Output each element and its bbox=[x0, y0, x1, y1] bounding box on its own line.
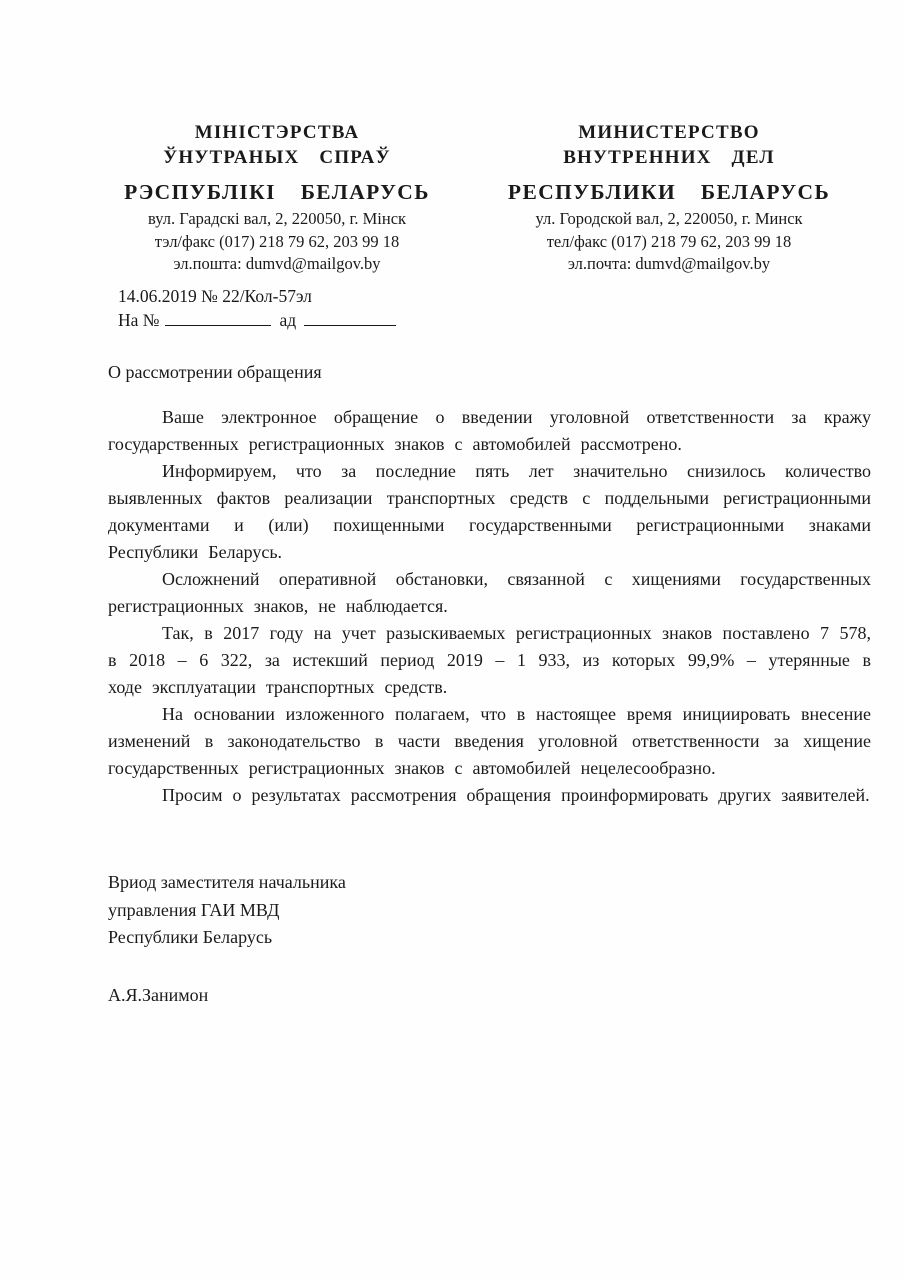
signatory-name: А.Я.Занимон bbox=[108, 984, 209, 1005]
signature-block bbox=[108, 869, 346, 1009]
incoming-number-blank bbox=[165, 310, 271, 326]
ministry-name-line1-by: МІНІСТЭРСТВА bbox=[194, 122, 360, 143]
phone-line-by: тэл/факс (017) 218 79 62, 203 99 18 bbox=[154, 231, 400, 251]
paragraph: Осложнений оперативной обстановки, связанной с хищениями государственных регистрационных знаков, не наблюдается. bbox=[108, 569, 871, 616]
signatory-position-line: управления ГАИ МВД bbox=[108, 899, 280, 920]
paragraph: Ваше электронное обращение о введении уголовной ответственности за кражу государственных регистрационных знаков с автомобилей рассмотрено. bbox=[108, 407, 871, 454]
email-line-ru: эл.почта: dumvd@mailgov.by bbox=[567, 254, 771, 273]
subject-line: О рассмотрении обращения bbox=[108, 362, 322, 382]
address-line-by: вул. Гарадскі вал, 2, 220050, г. Мінск bbox=[147, 209, 407, 228]
address-line-ru: ул. Городской вал, 2, 220050, г. Минск bbox=[535, 209, 803, 228]
paragraph: Так, в 2017 году на учет разыскиваемых регистрационных знаков поставлено 7 578, в 2018 – 6 322, за истекший период 2019 – 1 933, из которых 99,9% – утерянные в ходе эксплуатации транспортных средств. bbox=[108, 623, 871, 697]
signatory-position-line: Вриод заместителя начальника bbox=[108, 872, 346, 892]
incoming-ref-connector: ад bbox=[279, 310, 297, 330]
email-line-by: эл.пошта: dumvd@mailgov.by bbox=[173, 254, 381, 273]
signatory-position-line: Республики Беларусь bbox=[108, 927, 273, 947]
paragraph: На основании изложенного полагаем, что в настоящее время инициировать внесение изменений в законодательство в части введения уголовной ответственности за хищение государственных регистрационных знаков с автомобилей нецелесообразно. bbox=[108, 704, 871, 778]
ministry-name-line2-ru: ВНУТРЕННИХ ДЕЛ bbox=[563, 147, 775, 168]
incoming-ref-line bbox=[118, 308, 396, 332]
ministry-name-line1-ru: МИНИСТЕРСТВО bbox=[578, 122, 760, 143]
ministry-name-line2-by: ЎНУТРАНЫХ СПРАЎ bbox=[163, 147, 391, 168]
letter-body bbox=[108, 404, 871, 809]
country-name-ru: РЕСПУБЛИКИ БЕЛАРУСЬ bbox=[507, 180, 831, 204]
reference-block bbox=[118, 284, 396, 332]
incoming-date-blank bbox=[304, 310, 396, 326]
phone-line-ru: тел/факс (017) 218 79 62, 203 99 18 bbox=[546, 231, 792, 251]
letterhead-russian bbox=[496, 120, 842, 276]
letterhead-belarusian bbox=[108, 120, 446, 276]
incoming-ref-prefix: На № bbox=[118, 310, 160, 330]
paragraph: Просим о результатах рассмотрения обращения проинформировать других заявителей. bbox=[162, 785, 870, 805]
paragraph: Информируем, что за последние пять лет значительно снизилось количество выявленных фактов реализации транспортных средств с поддельными регистрационными документами и (или) похищенными государственными регистрационными знаками Республики Беларусь. bbox=[108, 461, 871, 562]
outgoing-ref-line: 14.06.2019 № 22/Кол-57эл bbox=[118, 286, 312, 306]
country-name-by: РЭСПУБЛІКІ БЕЛАРУСЬ bbox=[124, 180, 430, 204]
